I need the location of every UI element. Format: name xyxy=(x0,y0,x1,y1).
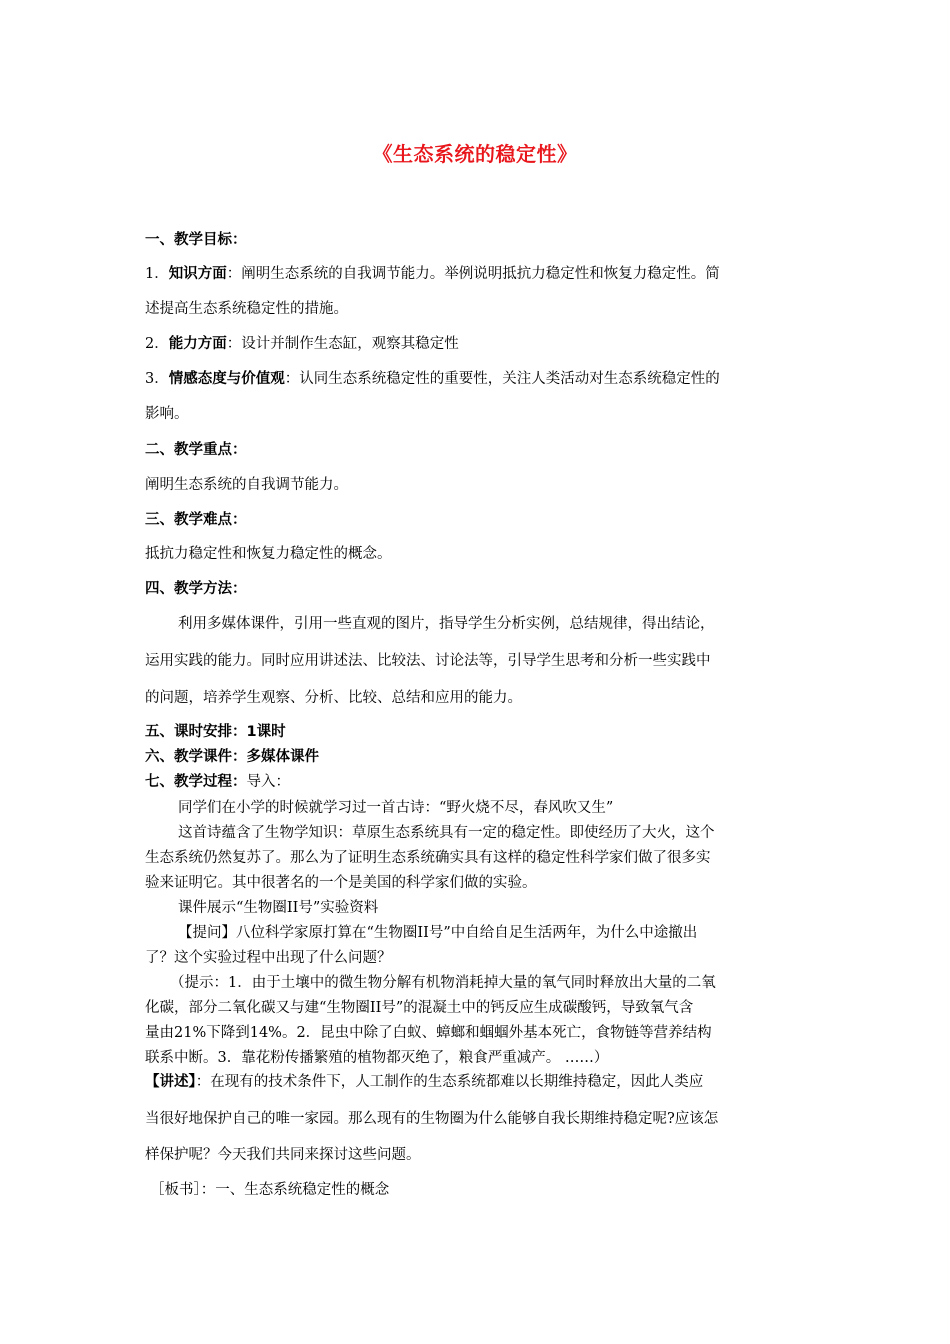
lecture-line-1: 【讲述】：在现有的技术条件下，人工制作的生态系统都难以长期维持稳定，因此人类应 xyxy=(145,1074,704,1090)
body-line-1: 同学们在小学的时候就学习过一首古诗：“野火烧不尽，春风吹又生” xyxy=(178,800,614,816)
difficulty-heading: 三、教学难点： xyxy=(145,512,247,528)
board-note: ［板书］：一、生态系统稳定性的概念 xyxy=(150,1182,390,1198)
method-line-2: 运用实践的能力。同时应用讲述法、比较法、讨论法等，引导学生思考和分析一些实践中 xyxy=(145,653,711,669)
body-line-5: 课件展示“生物圈II号”实验资料 xyxy=(178,900,379,916)
lecture-line-2: 当很好地保护自己的唯一家园。那么现有的生物圈为什么能够自我长期维持稳定呢?应该怎 xyxy=(145,1111,719,1127)
body-line-11: 联系中断。3．靠花粉传播繁殖的植物都灭绝了，粮食严重减产。 ……） xyxy=(145,1050,609,1066)
body-line-7: 了？这个实验过程中出现了什么问题？ xyxy=(145,950,392,966)
courseware: 六、教学课件：多媒体课件 xyxy=(145,749,319,765)
body-line-9: 化碳，部分二氧化碳又与建“生物圈II号”的混凝土中的钙反应生成碳酸钙，导致氧气含 xyxy=(145,1000,694,1016)
body-line-3: 生态系统仍然复苏了。那么为了证明生态系统确实具有这样的稳定性科学家们做了很多实 xyxy=(145,850,711,866)
method-heading: 四、教学方法： xyxy=(145,581,247,597)
goal-item-3: 3．情感态度与价值观：认同生态系统稳定性的重要性，关注人类活动对生态系统稳定性的 xyxy=(145,371,720,387)
body-line-6: 【提问】八位科学家原打算在“生物圈II号”中自给自足生活两年，为什么中途撤出 xyxy=(178,925,698,941)
focus-heading: 二、教学重点： xyxy=(145,442,247,458)
body-line-2: 这首诗蕴含了生物学知识：草原生态系统具有一定的稳定性。即使经历了大火，这个 xyxy=(178,825,715,841)
lecture-line-3: 样保护呢？今天我们共同来探讨这些问题。 xyxy=(145,1147,421,1163)
goal-item-2: 2．能力方面：设计并制作生态缸，观察其稳定性 xyxy=(145,336,459,352)
focus-text: 阐明生态系统的自我调节能力。 xyxy=(145,477,348,493)
schedule: 五、课时安排：1课时 xyxy=(145,724,286,740)
goal-item-1-cont: 述提高生态系统稳定性的措施。 xyxy=(145,301,348,317)
body-line-8: （提示：1．由于土壤中的微生物分解有机物消耗掉大量的氧气同时释放出大量的二氧 xyxy=(170,975,716,991)
goal-item-1: 1．知识方面：阐明生态系统的自我调节能力。举例说明抵抗力稳定性和恢复力稳定性。简 xyxy=(145,266,720,282)
method-line-1: 利用多媒体课件，引用一些直观的图片，指导学生分析实例，总结规律，得出结论， xyxy=(178,616,715,632)
method-line-3: 的问题，培养学生观察、分析、比较、总结和应用的能力。 xyxy=(145,690,522,706)
document-title: 《生态系统的稳定性》 xyxy=(372,142,578,166)
body-line-10: 量由21%下降到14%。2．昆虫中除了白蚁、蟑螂和蝈蝈外基本死亡，食物链等营养结构 xyxy=(145,1025,712,1041)
difficulty-text: 抵抗力稳定性和恢复力稳定性的概念。 xyxy=(145,546,392,562)
process-heading: 七、教学过程：导入： xyxy=(145,774,290,790)
goal-item-3-cont: 影响。 xyxy=(145,406,189,422)
body-line-4: 验来证明它。其中很著名的一个是美国的科学家们做的实验。 xyxy=(145,875,537,891)
goals-heading: 一、教学目标： xyxy=(145,232,247,248)
